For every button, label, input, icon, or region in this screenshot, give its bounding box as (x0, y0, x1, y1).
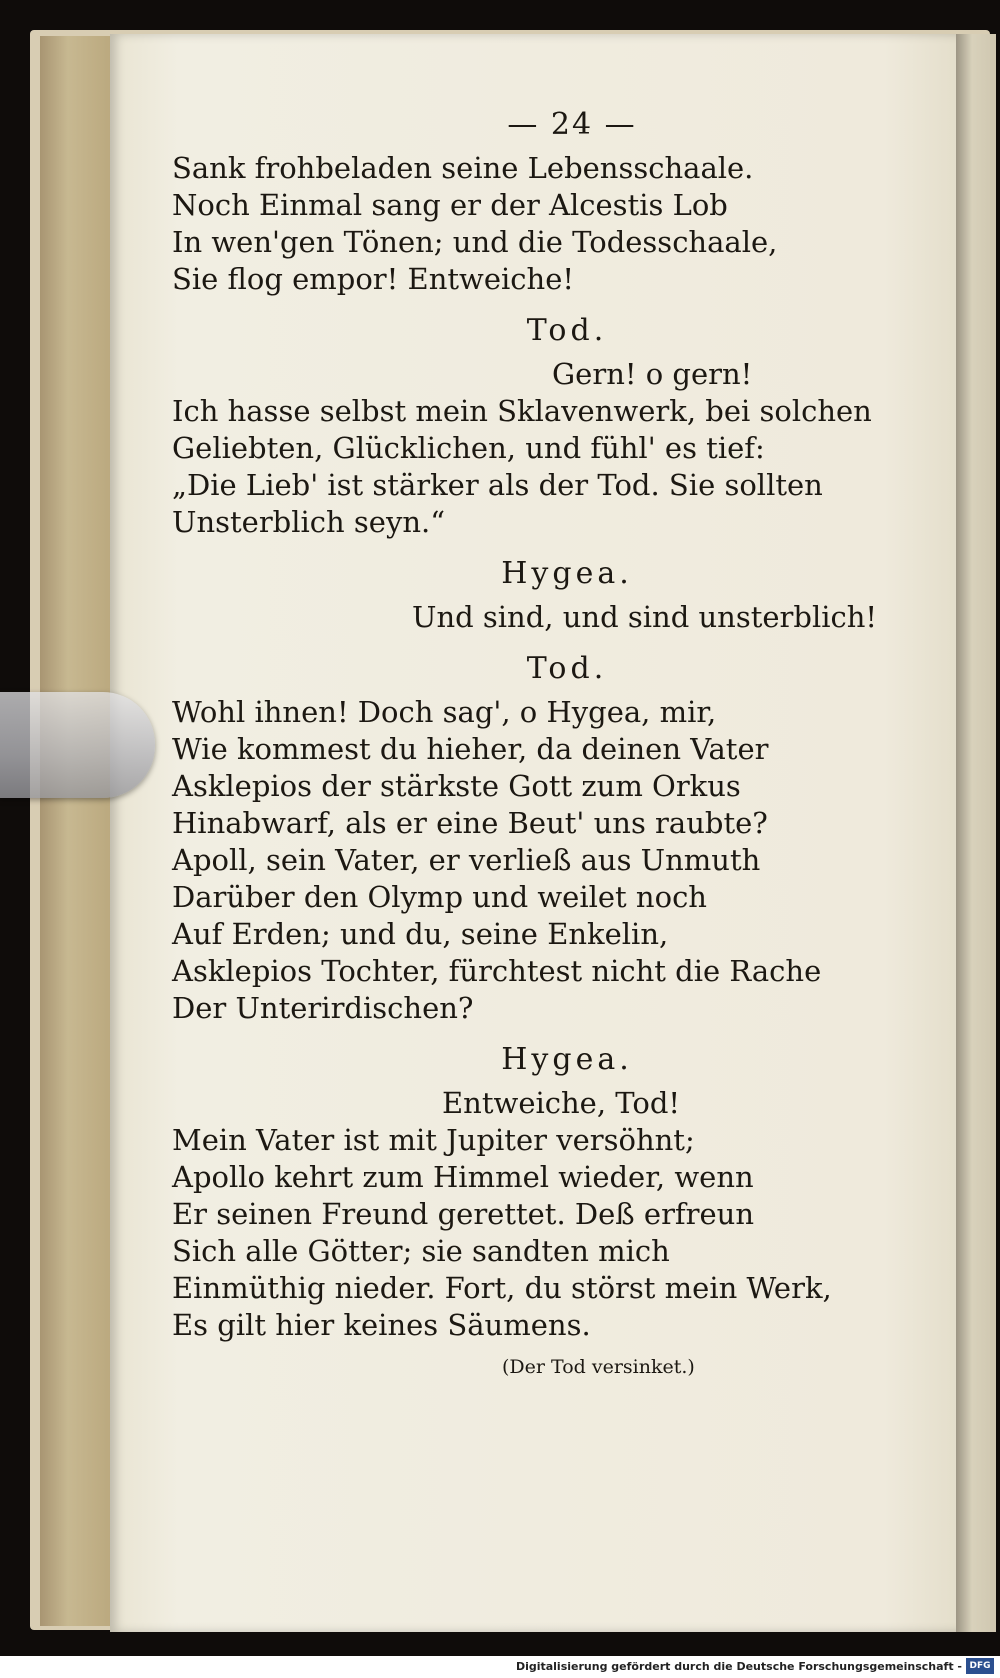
page-clamp (0, 692, 155, 798)
verse-line: Darüber den Olymp und weilet noch (172, 880, 707, 914)
verse-line: Einmüthig nieder. Fort, du störst mein Werk, (172, 1271, 832, 1305)
verse-line: Wohl ihnen! Doch sag', o Hygea, mir, (172, 695, 717, 729)
verse-line: Mein Vater ist mit Jupiter versöhnt; (172, 1123, 695, 1157)
verse-line: Entweiche, Tod! (442, 1086, 681, 1120)
verse-line: Sich alle Götter; sie sandten mich (172, 1234, 670, 1268)
verse-line: Asklepios Tochter, fürchtest nicht die Rache (172, 954, 822, 988)
page-text (172, 100, 892, 1384)
verse-line: Der Unterirdischen? (172, 991, 474, 1025)
speaker-name: Tod. (526, 313, 608, 348)
text-blocks (172, 150, 892, 1384)
speaker-name: Hygea. (501, 1042, 633, 1077)
verse-line: Noch Einmal sang er der Alcestis Lob (172, 188, 728, 222)
verse-line: Apollo kehrt zum Himmel wieder, wenn (172, 1160, 754, 1194)
verse-line: Sank frohbeladen seine Lebensschaale. (172, 151, 754, 185)
verse-line: Hinabwarf, als er eine Beut' uns raubte? (172, 806, 768, 840)
facing-page-edge (956, 34, 996, 1632)
verse-line: Unsterblich seyn.“ (172, 505, 446, 539)
verse-line: Er seinen Freund gerettet. Deß erfreun (172, 1197, 755, 1231)
verse-line: Wie kommest du hieher, da deinen Vater (172, 732, 769, 766)
speaker-name: Hygea. (501, 556, 633, 591)
verse-line: Apoll, sein Vater, er verließ aus Unmuth (172, 843, 761, 877)
dfg-logo: DFG (966, 1658, 994, 1674)
verse-line: Sie flog empor! Entweiche! (172, 262, 575, 296)
verse-line: Es gilt hier keines Säumens. (172, 1308, 591, 1342)
page-number: — 24 — (507, 107, 637, 142)
verse-line: Auf Erden; und du, seine Enkelin, (172, 917, 669, 951)
verse-line: Asklepios der stärkste Gott zum Orkus (172, 769, 741, 803)
verse-line: Und sind, und sind unsterblich! (412, 600, 878, 634)
footer-credit: Digitalisierung gefördert durch die Deutsche Forschungsgemeinschaft - (515, 1660, 962, 1673)
book-page-stack (40, 36, 110, 1626)
speaker-name: Tod. (526, 651, 608, 686)
verse-line: Ich hasse selbst mein Sklavenwerk, bei solchen (172, 394, 872, 428)
verse-line: „Die Lieb' ist stärker als der Tod. Sie sollten (172, 468, 823, 502)
stage-direction: (Der Tod versinket.) (502, 1356, 695, 1378)
verse-line: Gern! o gern! (552, 357, 753, 391)
verse-line: Geliebten, Glücklichen, und fühl' es tief: (172, 431, 765, 465)
verse-line: In wen'gen Tönen; und die Todesschaale, (172, 225, 778, 259)
